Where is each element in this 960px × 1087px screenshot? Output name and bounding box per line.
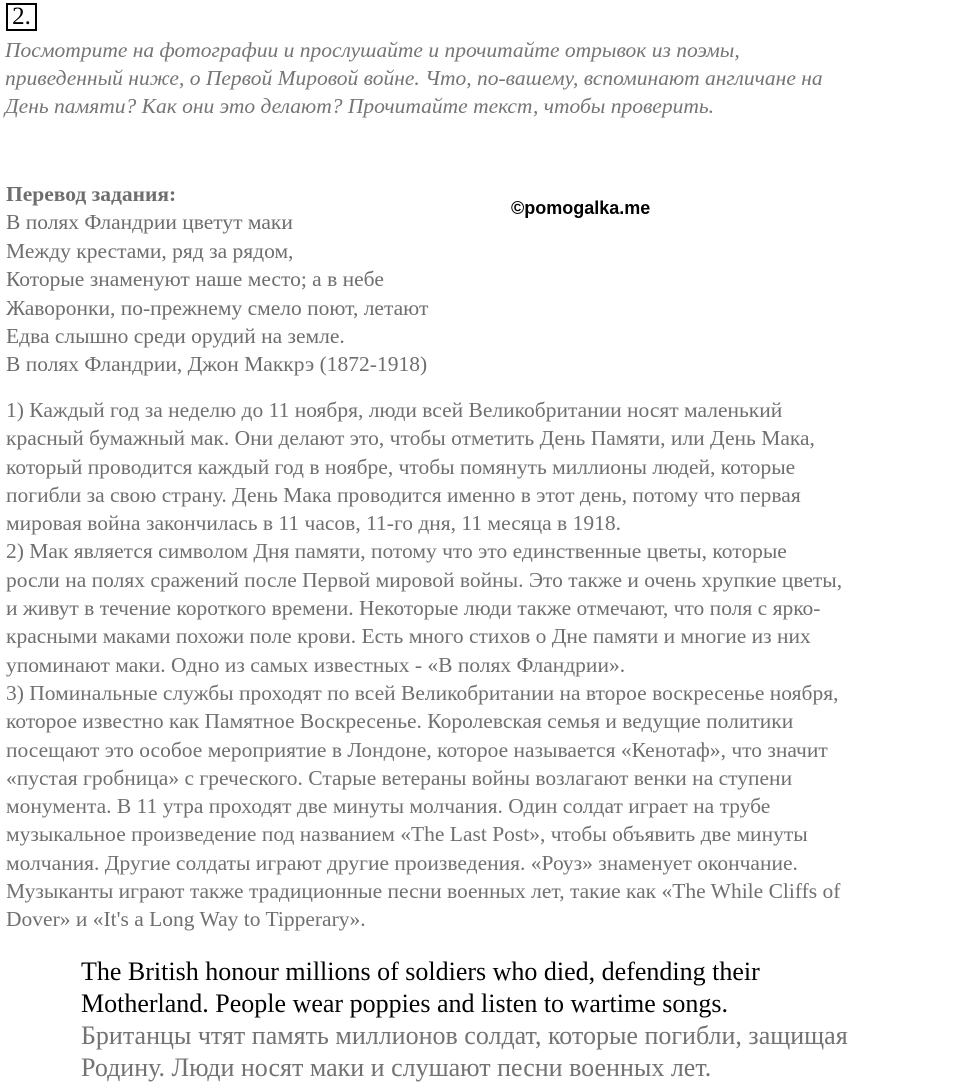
task-line: приведенный ниже, о Первой Мировой войне. Что, по-вашему, вспоминают англичане на: [5, 66, 823, 90]
paragraph-line: упоминают маки. Одно из самых известных - «В полях Фландрии».: [6, 652, 626, 677]
paragraph-line: красный бумажный мак. Они делают это, чтобы отметить День Памяти, или День Мака,: [6, 426, 815, 451]
paragraph-line: росли на полях сражений после Первой мировой войны. Это также и очень хрупкие цветы,: [6, 567, 843, 592]
paragraph-line: 1) Каждый год за неделю до 11 ноября, люди всей Великобритании носят маленький: [6, 398, 783, 422]
paragraph-line: Музыканты играют также традиционные песни военных лет, такие как «The While Cliffs of: [6, 879, 841, 904]
watermark: ©pomogalka.me: [511, 198, 651, 218]
paragraph-line: молчания. Другие солдаты играют другие произведения. «Роуз» знаменует окончание.: [6, 850, 798, 875]
translated-paragraphs: [6, 396, 958, 934]
task-translation: [6, 180, 566, 379]
translation-heading: Перевод задания:: [6, 182, 177, 206]
task-line: Посмотрите на фотографии и прослушайте и прочитайте отрывок из поэмы,: [5, 38, 740, 62]
answer-english-line: The British honour millions of soldiers who died, defending their: [81, 957, 760, 986]
poem-line: Между крестами, ряд за рядом,: [6, 238, 294, 263]
paragraph-line: музыкальное произведение под названием «The Last Post», чтобы объявить две минуты: [6, 822, 808, 847]
poem-line: Едва слышно среди орудий на земле.: [6, 324, 345, 349]
paragraph-line: и живут в течение короткого времени. Некоторые люди также отмечают, что поля с ярко-: [6, 596, 821, 621]
paragraph-line: 3) Поминальные службы проходят по всей Великобритании на второе воскресенье ноября,: [6, 680, 839, 705]
paragraph-line: которое известно как Памятное Воскресенье. Королевская семья и ведущие политики: [6, 709, 794, 734]
paragraph-line: 2) Мак является символом Дня памяти, потому что это единственные цветы, которые: [6, 539, 787, 564]
paragraph-line: посещают это особое мероприятие в Лондоне, которое называется «Кенотаф», что значит: [6, 737, 828, 762]
paragraph-line: погибли за свою страну. День Мака проводится именно в этот день, потому что первая: [6, 482, 801, 507]
paragraph-line: монумента. В 11 утра проходят две минуты молчания. Один солдат играет на трубе: [6, 794, 771, 819]
exercise-number: 2.: [6, 3, 37, 31]
task-line: День памяти? Как они это делают? Прочитайте текст, чтобы проверить.: [5, 94, 715, 118]
answer-english-line: Motherland. People wear poppies and listen to wartime songs.: [81, 989, 728, 1018]
answer-block: [81, 956, 951, 1084]
paragraph-line: Dover» и «It's a Long Way to Tipperary».: [6, 907, 366, 932]
answer-russian-line: Родину. Люди носят маки и слушают песни военных лет.: [81, 1053, 712, 1082]
task-instructions: [5, 36, 955, 120]
paragraph-line: «пустая гробница» с греческого. Старые ветераны войны возлагают венки на ступени: [6, 765, 793, 790]
poem-line: Которые знаменуют наше место; а в небе: [6, 267, 384, 292]
poem-line: Жаворонки, по-прежнему смело поют, летают: [6, 295, 429, 320]
paragraph-line: который проводится каждый год в ноябре, чтобы помянуть миллионы людей, которые: [6, 454, 796, 479]
poem-line: В полях Фландрии, Джон Маккрэ (1872-1918): [6, 352, 428, 377]
poem-line: В полях Фландрии цветут маки: [6, 210, 293, 235]
paragraph-line: красными маками похожи поле крови. Есть много стихов о Дне памяти и многие из них: [6, 624, 811, 649]
paragraph-line: мировая война закончилась в 11 часов, 11-го дня, 11 месяца в 1918.: [6, 511, 621, 536]
answer-russian-line: Британцы чтят память миллионов солдат, которые погибли, защищая: [81, 1021, 848, 1050]
